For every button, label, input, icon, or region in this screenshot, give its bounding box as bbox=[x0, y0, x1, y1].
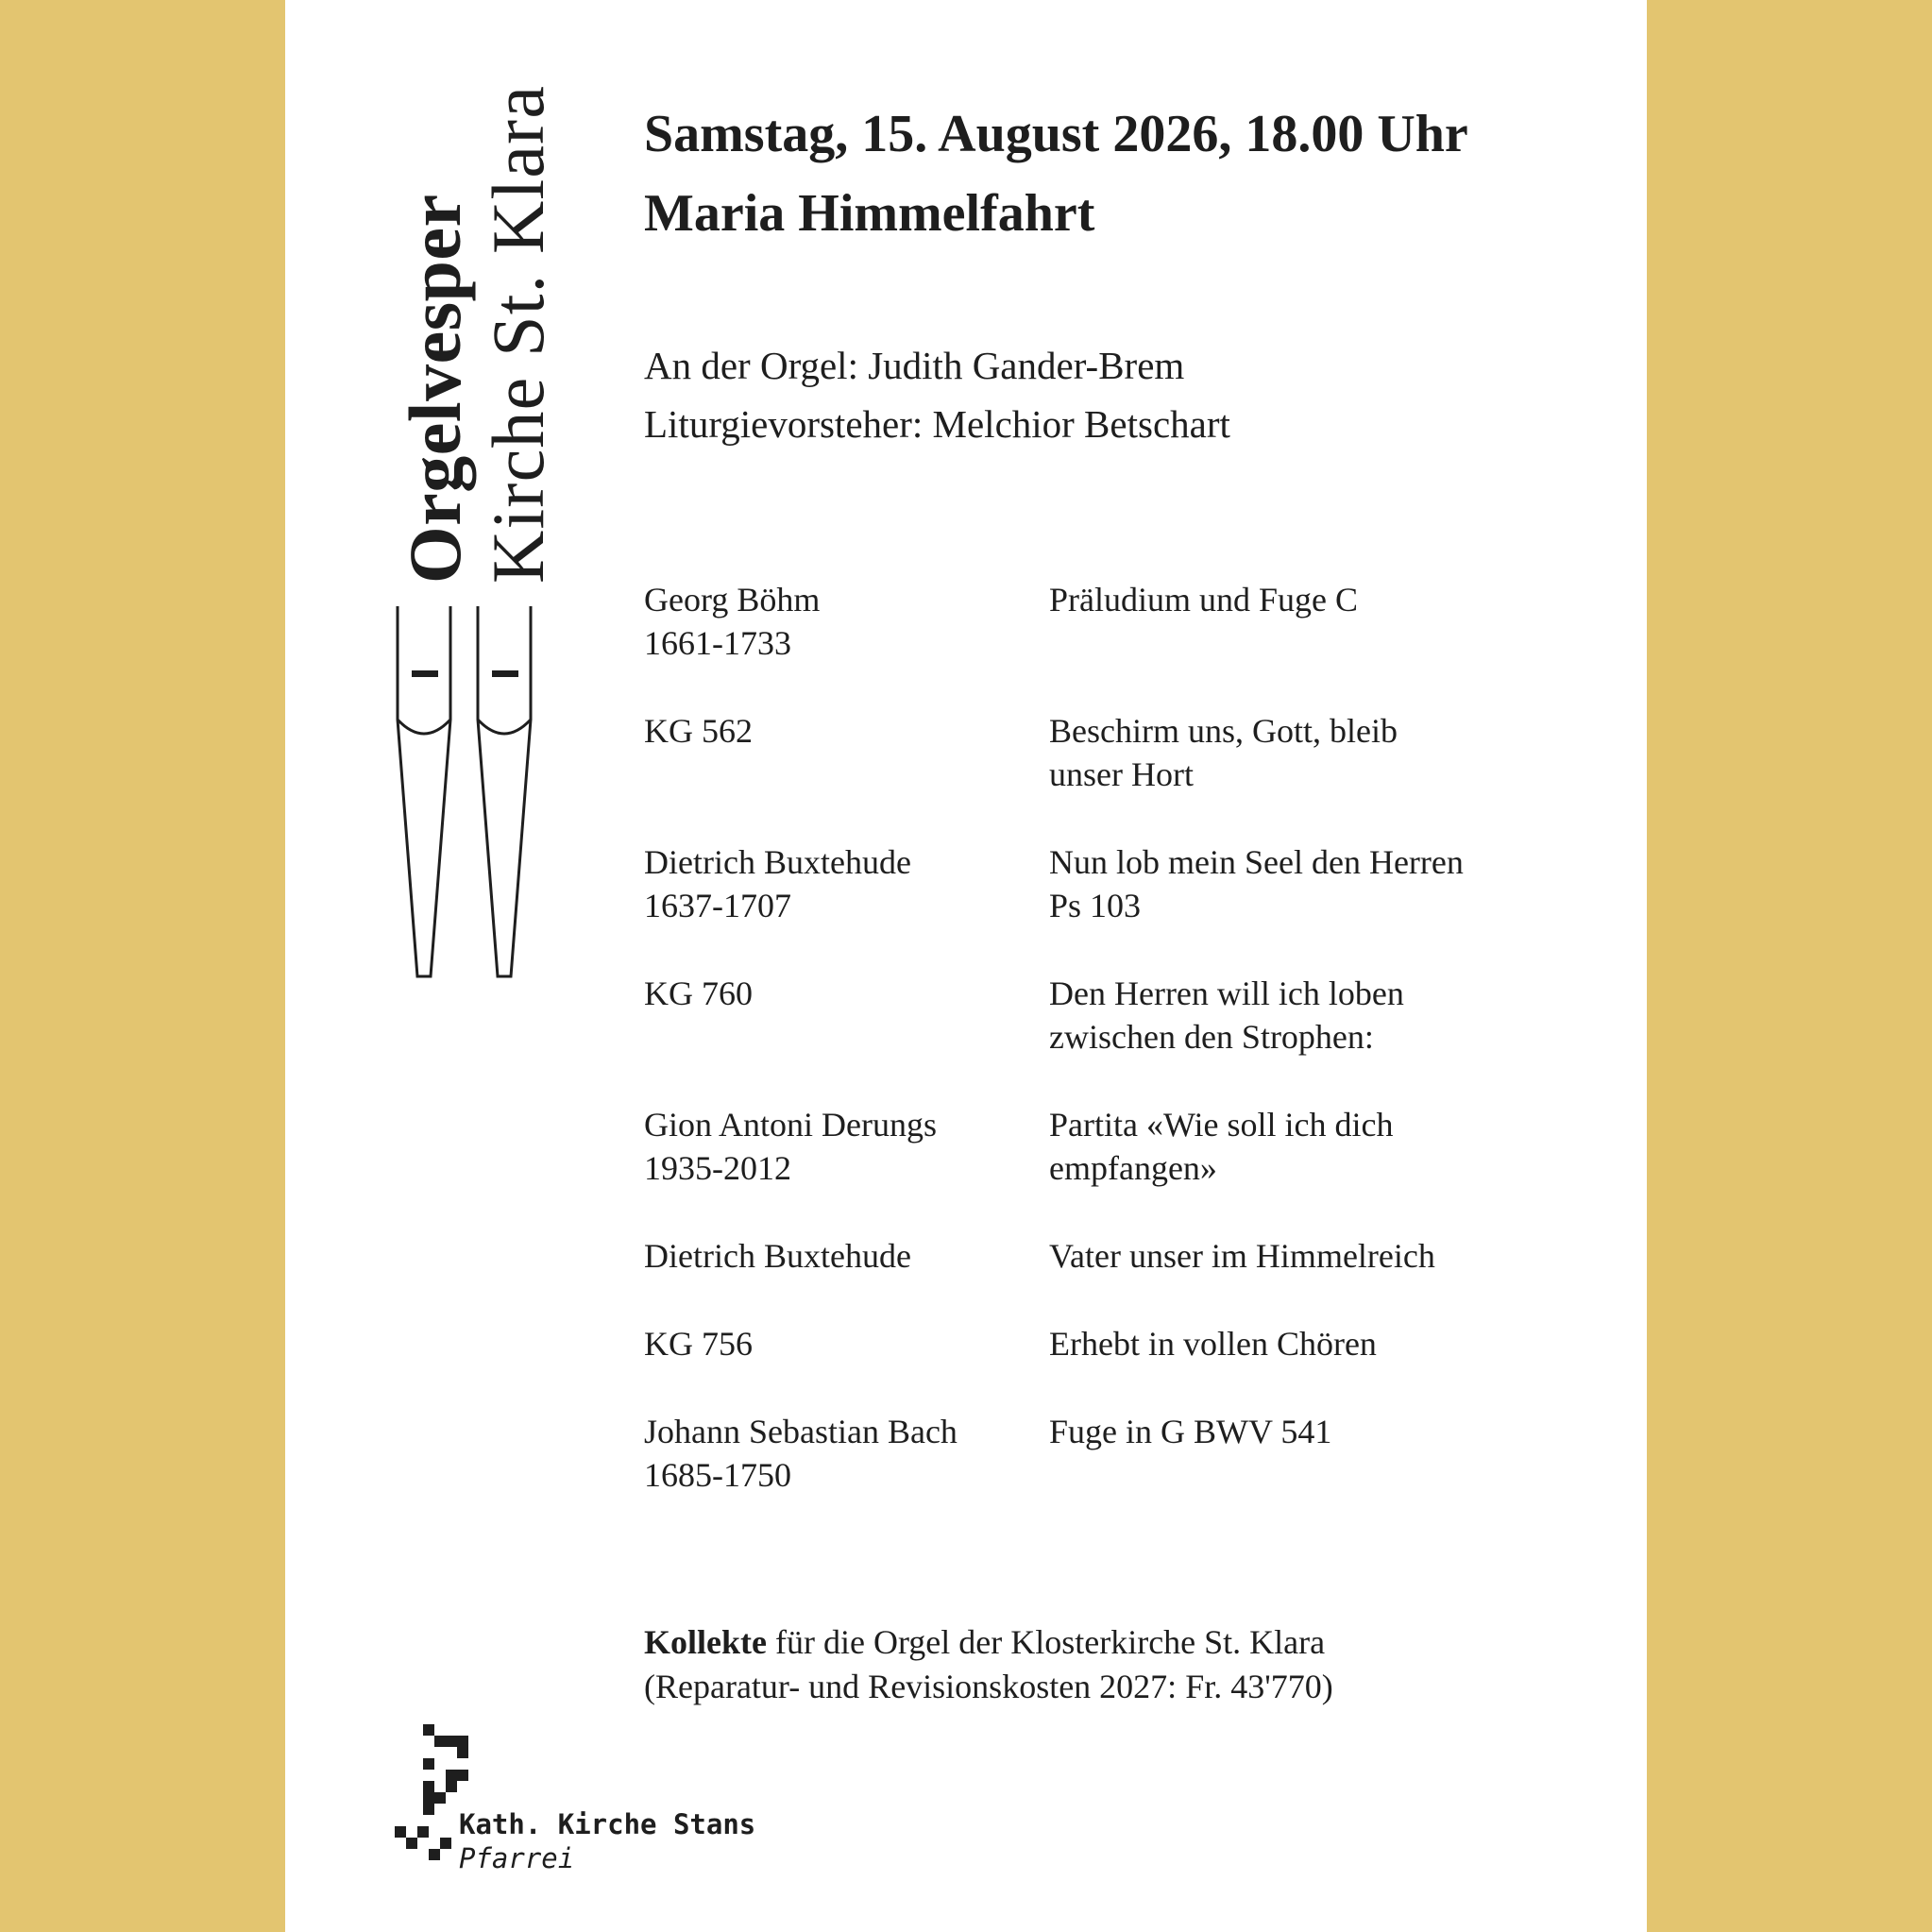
program-row bbox=[644, 840, 1569, 927]
liturgy-line: Liturgievorsteher: Melchior Betschart bbox=[644, 402, 1230, 446]
piece-line: empfangen» bbox=[1049, 1149, 1217, 1187]
piece-line: unser Hort bbox=[1049, 755, 1194, 793]
program-piece bbox=[1049, 972, 1404, 1059]
collection-label: Kollekte bbox=[644, 1623, 767, 1661]
piece-line: Den Herren will ich loben bbox=[1049, 974, 1404, 1012]
composer-line: Dietrich Buxtehude bbox=[644, 843, 911, 881]
composer-line: 1661-1733 bbox=[644, 624, 791, 662]
collection-note bbox=[644, 1620, 1333, 1709]
piece-line: Fuge in G BWV 541 bbox=[1049, 1413, 1332, 1450]
program-list bbox=[644, 578, 1569, 1541]
parish-name-line-1: Kath. Kirche Stans bbox=[459, 1808, 756, 1840]
collection-line-1 bbox=[644, 1620, 1333, 1665]
program-piece bbox=[1049, 1322, 1377, 1365]
piece-line: Vater unser im Himmelreich bbox=[1049, 1237, 1435, 1275]
program-composer bbox=[644, 1410, 1049, 1497]
program-piece bbox=[1049, 1103, 1393, 1190]
piece-line: zwischen den Strophen: bbox=[1049, 1018, 1374, 1056]
composer-line: 1685-1750 bbox=[644, 1456, 791, 1494]
event-heading bbox=[644, 94, 1468, 253]
composer-line: Gion Antoni Derungs bbox=[644, 1106, 937, 1144]
composer-line: KG 756 bbox=[644, 1325, 753, 1363]
side-title-church: Kirche St. Klara bbox=[477, 84, 559, 584]
program-composer bbox=[644, 578, 1049, 665]
piece-line: Partita «Wie soll ich dich bbox=[1049, 1106, 1394, 1144]
program-row bbox=[644, 709, 1569, 796]
event-feast: Maria Himmelfahrt bbox=[644, 184, 1095, 243]
composer-line: Georg Böhm bbox=[644, 581, 821, 619]
piece-line: Präludium und Fuge C bbox=[1049, 581, 1359, 619]
program-row bbox=[644, 1103, 1569, 1190]
flyer-page bbox=[285, 0, 1647, 1932]
program-row bbox=[644, 1234, 1569, 1278]
composer-line: Johann Sebastian Bach bbox=[644, 1413, 958, 1450]
persons-block bbox=[644, 336, 1230, 453]
organ-pipes-icon bbox=[391, 604, 542, 982]
piece-line: Beschirm uns, Gott, bleib bbox=[1049, 712, 1398, 750]
composer-line: KG 562 bbox=[644, 712, 753, 750]
program-composer bbox=[644, 1234, 1049, 1278]
program-row bbox=[644, 578, 1569, 665]
program-composer bbox=[644, 972, 1049, 1059]
piece-line: Nun lob mein Seel den Herren bbox=[1049, 843, 1464, 881]
event-date: Samstag, 15. August 2026, 18.00 Uhr bbox=[644, 105, 1468, 163]
composer-line: 1935-2012 bbox=[644, 1149, 791, 1187]
program-piece bbox=[1049, 1234, 1435, 1278]
collection-purpose: für die Orgel der Klosterkirche St. Klara bbox=[766, 1623, 1326, 1661]
program-composer bbox=[644, 1103, 1049, 1190]
program-composer bbox=[644, 709, 1049, 796]
collection-line-2: (Reparatur- und Revisionskosten 2027: Fr. 43'770) bbox=[644, 1668, 1333, 1705]
program-piece bbox=[1049, 578, 1358, 665]
program-composer bbox=[644, 1322, 1049, 1365]
program-piece bbox=[1049, 840, 1464, 927]
parish-name bbox=[459, 1807, 755, 1875]
composer-line: KG 760 bbox=[644, 974, 753, 1012]
program-row bbox=[644, 1322, 1569, 1365]
composer-line: 1637-1707 bbox=[644, 887, 791, 924]
side-title-orgelvesper: Orgelvesper bbox=[394, 194, 476, 584]
parish-name-line-2: Pfarrei bbox=[459, 1842, 575, 1874]
program-piece bbox=[1049, 709, 1398, 796]
program-row bbox=[644, 1410, 1569, 1497]
organist-line: An der Orgel: Judith Gander-Brem bbox=[644, 344, 1185, 387]
program-piece bbox=[1049, 1410, 1331, 1497]
piece-line: Ps 103 bbox=[1049, 887, 1142, 924]
program-composer bbox=[644, 840, 1049, 927]
composer-line: Dietrich Buxtehude bbox=[644, 1237, 911, 1275]
piece-line: Erhebt in vollen Chören bbox=[1049, 1325, 1377, 1363]
program-row bbox=[644, 972, 1569, 1059]
